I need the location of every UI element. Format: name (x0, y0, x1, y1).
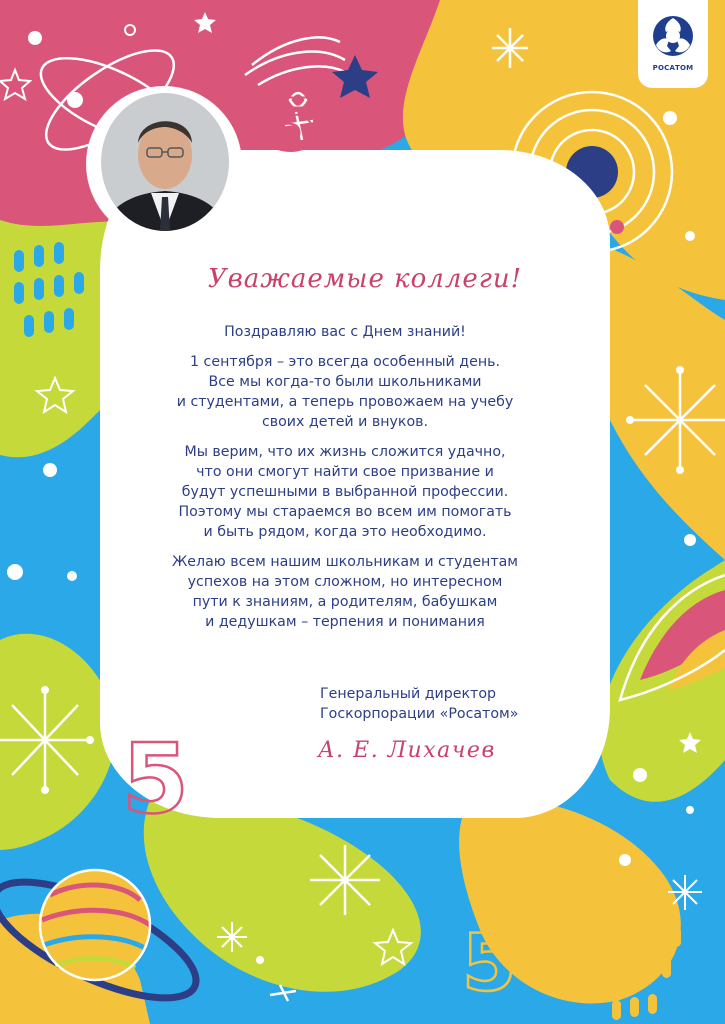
company-logo (638, 0, 708, 88)
digit-five-top: 5 (268, 83, 319, 167)
signature-title: Генеральный директор Госкорпорации «Росатом» (320, 686, 519, 722)
letter-paragraph: Мы верим, что их жизнь сложится удачно, что они смогут найти свое призвание и будут успешными в выбранной профессии. Поэтому мы стараемся во всем им помогать и быть рядом, когда это необходимо. (178, 444, 512, 540)
letter-paragraph: 1 сентября – это всегда особенный день. Все мы когда-то были школьниками и студентами, а теперь провожаем на учебу своих детей и внуков. (176, 354, 514, 430)
digit-five-left: 5 (122, 723, 189, 835)
letter-paragraph: Поздравляю вас с Днем знаний! (224, 324, 466, 340)
letter-paragraph: Желаю всем нашим школьникам и студентам успехов на этом сложном, но интересном пути к знаниям, а родителям, бабушкам и дедушкам – терпения и понимания (171, 554, 518, 630)
letter-greeting: Уважаемые коллеги! (207, 264, 523, 294)
logo-label: РОСАТОМ (652, 64, 694, 72)
rosatom-logo-icon (638, 0, 708, 64)
signature-name: А. Е. Лихачев (318, 738, 496, 763)
letter-body (130, 322, 560, 642)
portrait-photo (101, 93, 229, 231)
digit-five-bottom: 5 (462, 919, 517, 1009)
